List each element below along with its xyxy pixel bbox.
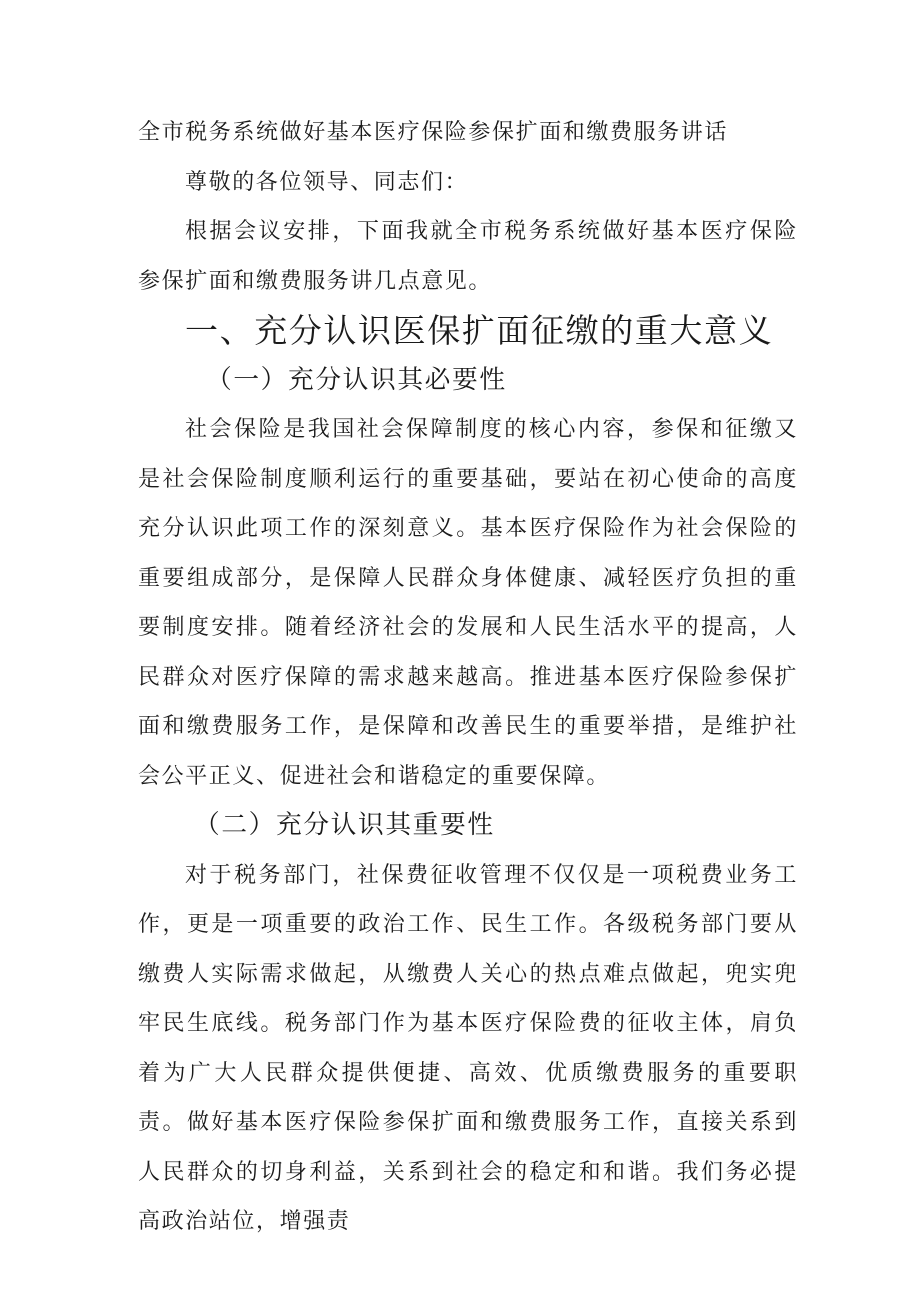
subsection-1-heading: （一）充分认识其必要性 xyxy=(206,364,507,395)
document-title: 全市税务系统做好基本医疗保险参保扩面和缴费服务讲话 xyxy=(138,120,729,145)
document-body xyxy=(138,108,798,1247)
subsection-1-paragraph: 社会保险是我国社会保障制度的核心内容，参保和征缴又是社会保险制度顺利运行的重要基础，要站在初心使命的高度充分认识此项工作的深刻意义。基本医疗保险作为社会保险的重要组成部分，是保障人民群众身体健康、减轻医疗负担的重要制度安排。随着经济社会的发展和人民生活水平的提高，人民群众对医疗保障的需求越来越高。推进基本医疗保险参保扩面和缴费服务工作，是保障和改善民生的重要举措，是维护社会公平正义、促进社会和谐稳定的重要保障。 xyxy=(138,417,798,789)
salutation: 尊敬的各位领导、同志们： xyxy=(185,169,469,195)
intro-paragraph: 根据会议安排，下面我就全市税务系统做好基本医疗保险参保扩面和缴费服务讲几点意见。 xyxy=(138,219,798,294)
subsection-2-heading: （二）充分认识其重要性 xyxy=(194,810,495,840)
section-1-heading: 一、充分认识医保扩面征缴的重大意义 xyxy=(185,311,774,350)
subsection-2-paragraph: 对于税务部门，社保费征收管理不仅仅是一项税费业务工作，更是一项重要的政治工作、民生工作。各级税务部门要从缴费人实际需求做起，从缴费人关心的热点难点做起，兜实兜牢民生底线。税务部门作为基本医疗保险费的征收主体，肩负着为广大人民群众提供便捷、高效、优质缴费服务的重要职责。做好基本医疗保险参保扩面和缴费服务工作，直接关系到人民群众的切身利益，关系到社会的稳定和和谐。我们务必提高政治站位，增强责 xyxy=(138,862,798,1234)
